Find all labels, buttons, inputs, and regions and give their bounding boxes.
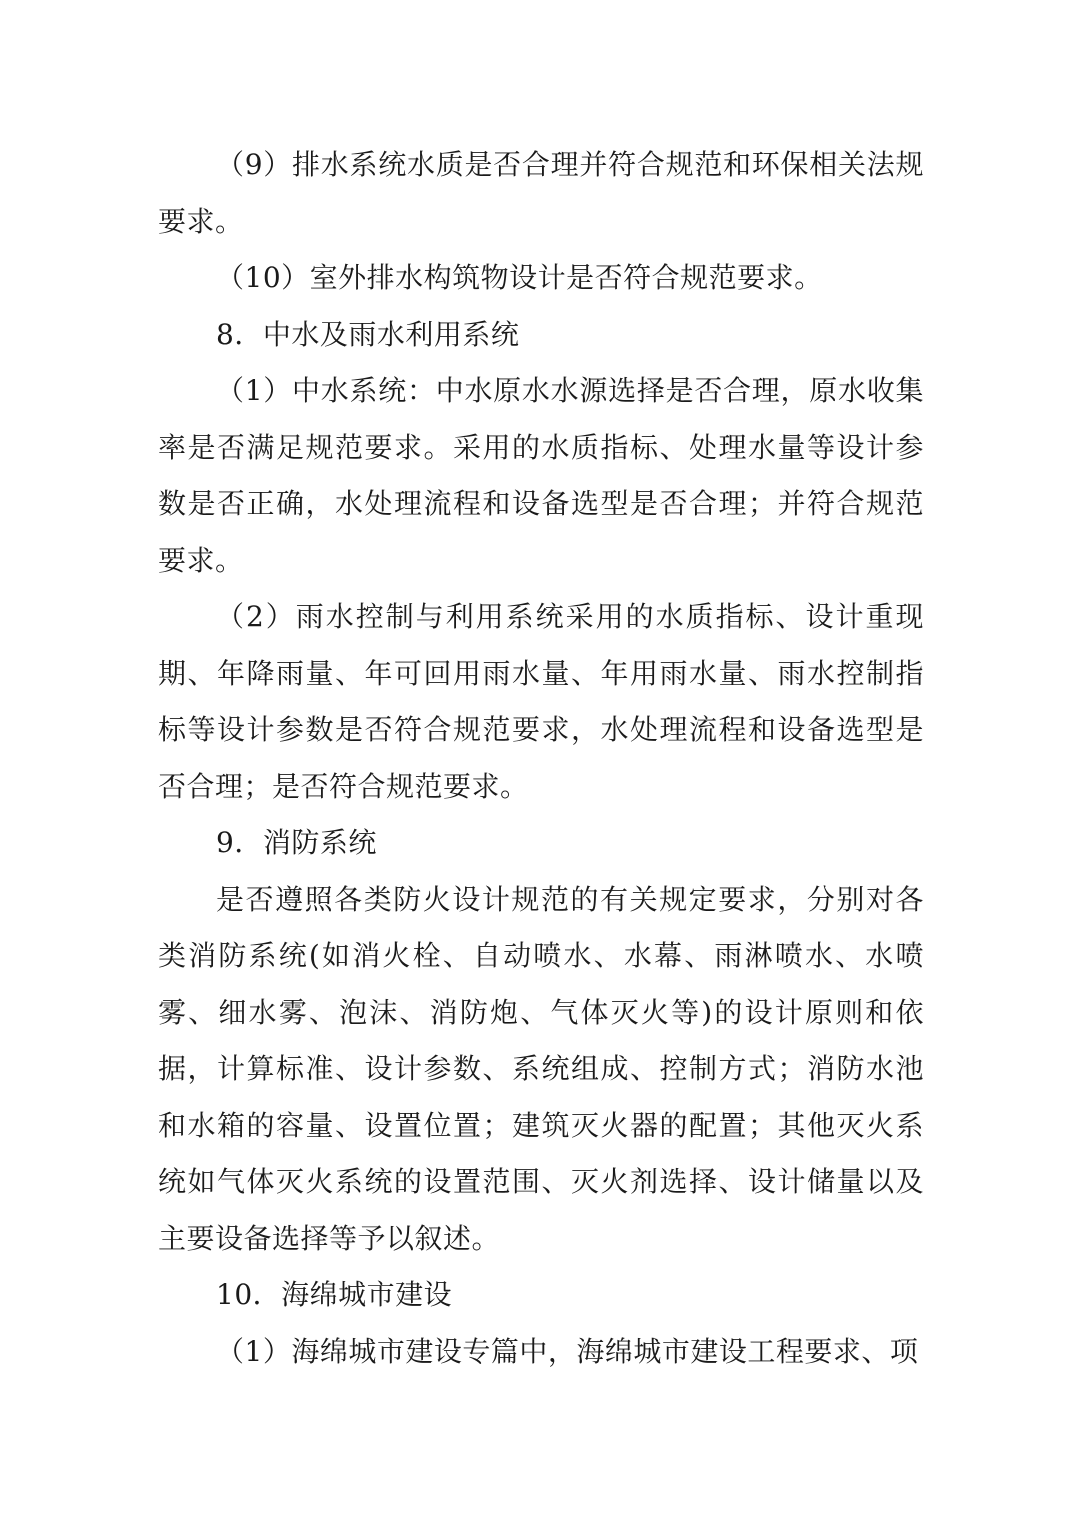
section-heading-fire-protection: 9．消防系统 xyxy=(216,826,377,859)
paragraph-rainwater-system: （2）雨水控制与利用系统采用的水质指标、设计重现期、年降雨量、年可回用雨水量、年用雨水量、雨水控制指标等设计参数是否符合规范要求，水处理流程和设备选型是否合理；是否符合规范要求。 xyxy=(158,600,924,803)
section-heading-reclaimed-rainwater: 8．中水及雨水利用系统 xyxy=(216,317,520,351)
paragraph-outdoor-drainage-structures: （10）室外排水构筑物设计是否符合规范要求。 xyxy=(216,261,823,294)
paragraph-sponge-city-special: （1）海绵城市建设专篇中，海绵城市建设工程要求、项 xyxy=(216,1334,919,1368)
document-body xyxy=(158,137,924,1380)
paragraph-drainage-water-quality: （9）排水系统水质是否合理并符合规范和环保相关法规要求。 xyxy=(158,148,924,238)
section-heading-sponge-city: 10．海绵城市建设 xyxy=(216,1278,453,1311)
paragraph-fire-protection-description: 是否遵照各类防火设计规范的有关规定要求，分别对各类消防系统(如消火栓、自动喷水、水幕、雨淋喷水、水喷雾、细水雾、泡沫、消防炮、气体灭火等)的设计原则和依据，计算标准、设计参数、系统组成、控制方式；消防水池和水箱的容量、设置位置；建筑灭火器的配置；其他灭火系统如气体灭火系统的设置范围、灭火剂选择、设计储量以及主要设备选择等予以叙述。 xyxy=(158,882,924,1255)
paragraph-reclaimed-water-system: （1）中水系统：中水原水水源选择是否合理，原水收集率是否满足规范要求。采用的水质指标、处理水量等设计参数是否正确，水处理流程和设备选型是否合理；并符合规范要求。 xyxy=(158,374,924,577)
